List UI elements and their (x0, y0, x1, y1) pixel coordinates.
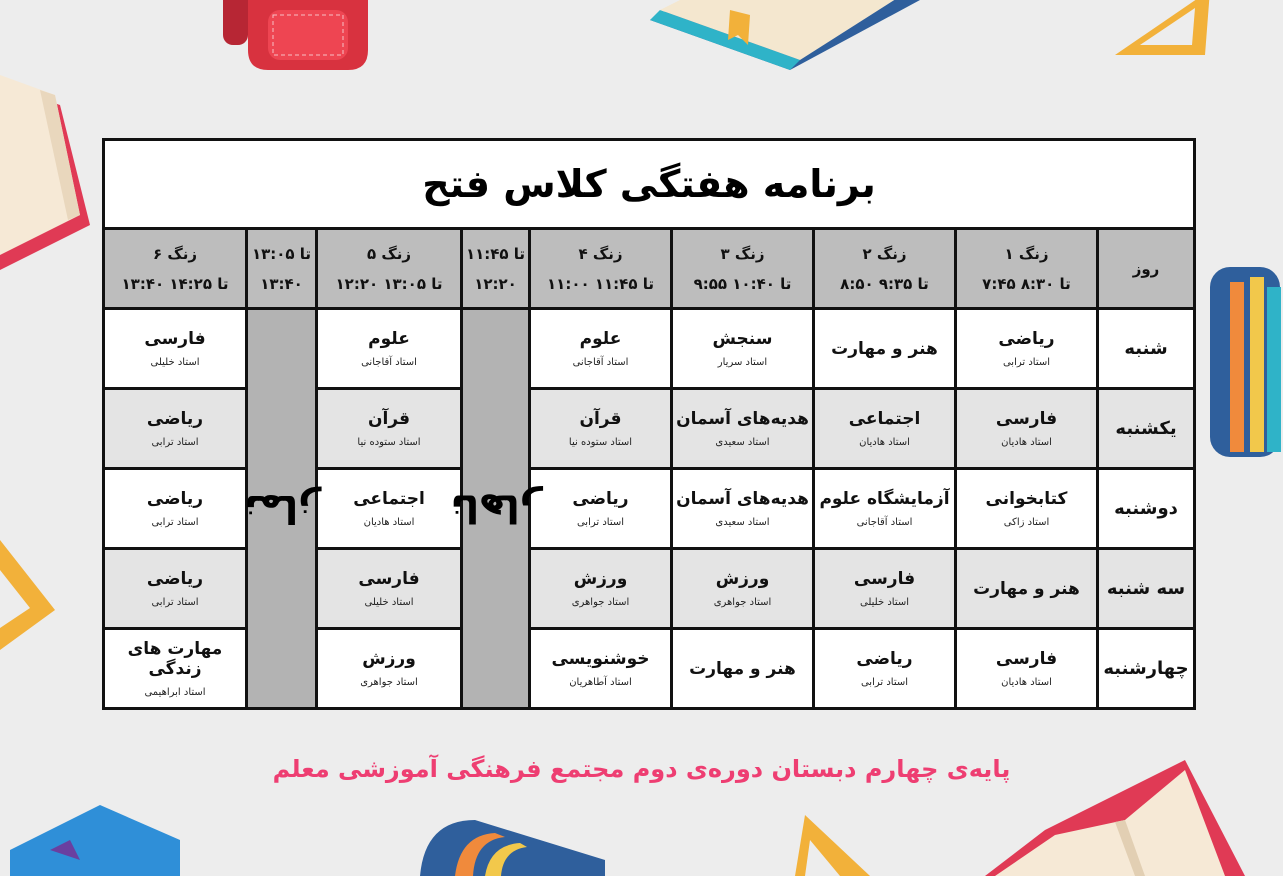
header-prayer-line1: ۱۳:۰۵ تا (251, 244, 312, 263)
cell-row5-bell2 (815, 630, 957, 707)
subject-label: خوشنویسی (551, 649, 650, 669)
header-bell6-name: زنگ ۶ (152, 244, 197, 263)
cell-row5-day (1099, 630, 1193, 707)
footer-caption: پایه‌ی چهارم دبستان دوره‌ی دوم مجتمع فرهنگی آموزشی معلم (272, 755, 1011, 783)
teacher-label: استاد جواهری (571, 597, 630, 608)
teacher-label: استاد ترابی (151, 437, 199, 448)
teacher-label: استاد هادیان (1001, 677, 1052, 688)
cell-row1-bell6 (105, 310, 248, 390)
subject-label: ریاضی (998, 329, 1055, 349)
header-bell4-time: ۱۱:۰۰ تا ۱۱:۴۵ (547, 274, 654, 293)
teacher-label: استاد زاکی (1003, 517, 1050, 528)
day-label: چهارشنبه (1103, 658, 1189, 679)
cell-row4-bell1 (957, 550, 1099, 630)
teacher-label: استاد هادیان (363, 517, 415, 528)
subject-label: علوم (579, 329, 622, 349)
subject-label: ریاضی (146, 489, 204, 509)
teacher-label: استاد جواهری (360, 677, 418, 688)
header-bell1-time: ۷:۴۵ تا ۸:۳۰ (982, 274, 1071, 293)
cell-row2-bell5 (318, 390, 463, 470)
header-bell5 (318, 230, 463, 310)
prayer-break-label: نماز (243, 486, 320, 531)
cell-row1-bell2 (815, 310, 957, 390)
cell-row4-bell5 (318, 550, 463, 630)
teacher-label: استاد خلیلی (859, 597, 909, 608)
subject-label: مهارت های زندگی (127, 639, 223, 679)
lunch-break-column (449, 310, 542, 707)
header-bell3 (673, 230, 815, 310)
subject-label: آزمایشگاه علوم (819, 489, 950, 509)
cell-row2-bell4 (531, 390, 673, 470)
cell-row1-bell3 (673, 310, 815, 390)
day-label: یکشنبه (1115, 418, 1177, 439)
header-bell2-time: ۸:۵۰ تا ۹:۳۵ (840, 274, 929, 293)
teacher-label: استاد آقاجانی (572, 357, 629, 368)
subject-label: فارسی (358, 569, 420, 589)
cell-row4-bell6 (105, 550, 248, 630)
subject-label: اجتماعی (848, 409, 921, 429)
header-prayer-line2: ۱۳:۴۰ (260, 274, 303, 293)
teacher-label: استاد سعیدی (715, 437, 770, 448)
teacher-label: استاد خلیلی (364, 597, 414, 608)
cell-row5-bell4 (531, 630, 673, 707)
header-bell5-name: زنگ ۵ (366, 244, 411, 263)
day-label: دوشنبه (1114, 498, 1178, 519)
day-label: شنبه (1124, 338, 1168, 359)
subject-label: هدیه‌های آسمان (676, 409, 809, 429)
teacher-label: استاد سریار (717, 357, 768, 368)
cell-row5-bell1 (957, 630, 1099, 707)
header-lunch (463, 230, 531, 310)
cell-row5-bell3 (673, 630, 815, 707)
subject-label: ورزش (715, 569, 770, 589)
subject-label: ریاضی (856, 649, 913, 669)
schedule-title: برنامه هفتگی کلاس فتح (105, 141, 1193, 230)
cell-row1-bell1 (957, 310, 1099, 390)
day-label: سه شنبه (1106, 578, 1186, 599)
book-illustration (415, 815, 615, 876)
teacher-label: استاد ترابی (860, 677, 909, 688)
book-illustration (640, 0, 920, 90)
schedule-table (102, 138, 1196, 710)
cell-row2-bell1 (957, 390, 1099, 470)
teacher-label: استاد خلیلی (150, 357, 200, 368)
cell-row5-bell5 (318, 630, 463, 707)
header-bell1-name: زنگ ۱ (1004, 244, 1049, 263)
subject-label: فارسی (995, 649, 1058, 669)
subject-label: فارسی (995, 409, 1058, 429)
cell-row3-bell2 (815, 470, 957, 550)
cell-row2-bell3 (673, 390, 815, 470)
teacher-label: استاد ستوده نیا (568, 437, 633, 448)
teacher-label: استاد هادیان (859, 437, 910, 448)
teacher-label: استاد آطاهریان (569, 677, 632, 688)
cell-row4-bell2 (815, 550, 957, 630)
cell-row1-bell4 (531, 310, 673, 390)
header-day (1099, 230, 1193, 310)
cell-row5-bell6 (105, 630, 248, 707)
books-stack-illustration (1205, 262, 1283, 462)
subject-label: اجتماعی (353, 489, 425, 509)
schedule-grid (105, 230, 1193, 707)
open-book-illustration (0, 75, 100, 275)
subject-label: ورزش (362, 649, 416, 669)
teacher-label: استاد آقاجانی (361, 357, 417, 368)
subject-label: قرآن (367, 409, 411, 429)
cell-row2-bell6 (105, 390, 248, 470)
header-lunch-line2: ۱۲:۲۰ (474, 274, 517, 293)
header-day-label: روز (1132, 259, 1160, 278)
subject-label: قرآن (579, 409, 622, 429)
cell-row4-bell4 (531, 550, 673, 630)
cell-row3-bell4 (531, 470, 673, 550)
subject-label: فارسی (144, 329, 206, 349)
header-bell4-name: زنگ ۴ (578, 244, 623, 263)
subject-label: سنجش (712, 329, 773, 349)
header-bell2-name: زنگ ۲ (862, 244, 907, 263)
teacher-label: استاد ستوده نیا (357, 437, 421, 448)
cell-row4-day (1099, 550, 1193, 630)
subject-label: علوم (368, 329, 410, 349)
header-bell2 (815, 230, 957, 310)
header-bell6 (105, 230, 248, 310)
subject-label: هدیه‌های آسمان (676, 489, 809, 509)
subject-label: فارسی (853, 569, 916, 589)
header-bell1 (957, 230, 1099, 310)
subject-label: ورزش (573, 569, 628, 589)
lunch-break-label: ناهار (449, 486, 542, 531)
teacher-label: استاد ترابی (151, 517, 199, 528)
teacher-label: استاد هادیان (1001, 437, 1052, 448)
subject-label: هنر و مهارت (831, 338, 938, 359)
header-bell6-time: ۱۳:۴۰ تا ۱۴:۲۵ (121, 274, 229, 293)
cell-row3-bell3 (673, 470, 815, 550)
subject-label: کتابخوانی (985, 489, 1068, 509)
subject-label: ریاضی (146, 569, 204, 589)
cell-row2-bell2 (815, 390, 957, 470)
header-prayer (248, 230, 318, 310)
cell-row2-day (1099, 390, 1193, 470)
cell-row3-bell1 (957, 470, 1099, 550)
prayer-break-column (243, 310, 320, 707)
cell-row1-bell5 (318, 310, 463, 390)
header-bell4 (531, 230, 673, 310)
teacher-label: استاد ترابی (1002, 357, 1051, 368)
teacher-label: استاد ابراهیمی (144, 687, 206, 698)
subject-label: هنر و مهارت (689, 658, 796, 679)
teacher-label: استاد سعیدی (715, 517, 770, 528)
header-bell3-time: ۹:۵۵ تا ۱۰:۴۰ (693, 274, 792, 293)
cell-row4-bell3 (673, 550, 815, 630)
ruler-triangle-illustration (0, 530, 60, 650)
header-bell3-name: زنگ ۳ (720, 244, 765, 263)
book-illustration (10, 800, 190, 876)
teacher-label: استاد ترابی (151, 597, 199, 608)
ruler-triangle-illustration (1110, 0, 1210, 60)
subject-label: هنر و مهارت (973, 578, 1080, 599)
cell-row3-bell6 (105, 470, 248, 550)
teacher-label: استاد آقاجانی (856, 517, 913, 528)
cell-row1-day (1099, 310, 1193, 390)
cell-row3-bell5 (318, 470, 463, 550)
teacher-label: استاد جواهری (713, 597, 772, 608)
header-lunch-line1: ۱۱:۴۵ تا (465, 244, 526, 263)
subject-label: ریاضی (572, 489, 629, 509)
cell-row3-day (1099, 470, 1193, 550)
header-bell5-time: ۱۲:۲۰ تا ۱۳:۰۵ (335, 274, 443, 293)
subject-label: ریاضی (146, 409, 204, 429)
teacher-label: استاد ترابی (576, 517, 625, 528)
backpack-illustration (218, 0, 378, 80)
ruler-triangle-illustration (785, 810, 875, 876)
